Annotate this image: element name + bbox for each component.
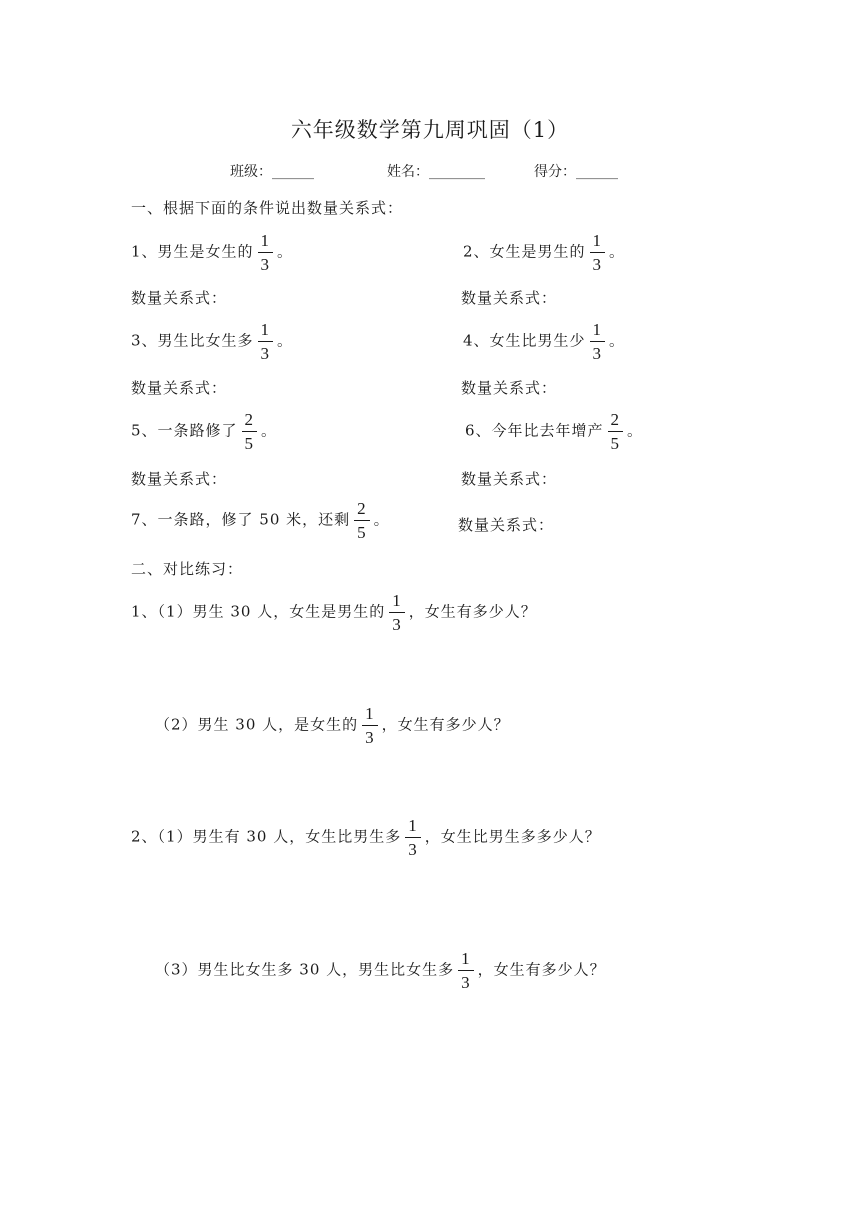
name-field: 姓名：________ xyxy=(387,164,485,180)
relation-label: 数量关系式： xyxy=(461,470,558,488)
fraction: $\frac{2}{5}$ xyxy=(242,411,258,452)
question-3: 3、男生比女生多 $\frac{1}{3}$ 。 xyxy=(131,320,294,363)
relation-label: 数量关系式： xyxy=(131,470,228,488)
fraction: $\frac{1}{3}$ xyxy=(258,321,274,362)
fraction: $\frac{2}{5}$ xyxy=(608,411,624,452)
question-2: 2、女生是男生的 $\frac{1}{3}$ 。 xyxy=(463,231,626,274)
relation-label: 数量关系式： xyxy=(461,289,558,307)
class-field: 班级：______ xyxy=(230,164,314,180)
question-7: 7、一条路，修了 50 米，还剩 $\frac{2}{5}$ 。 xyxy=(131,499,390,542)
question-5: 5、一条路修了 $\frac{2}{5}$ 。 xyxy=(131,410,278,453)
question-1: 1、男生是女生的 $\frac{1}{3}$ 。 xyxy=(131,231,294,274)
section2-heading: 二、对比练习： xyxy=(131,560,244,578)
page-title: 六年级数学第九周巩固（1） xyxy=(290,118,570,142)
fraction: $\frac{1}{3}$ xyxy=(258,232,274,273)
fraction: $\frac{1}{3}$ xyxy=(590,232,606,273)
fraction: $\frac{1}{3}$ xyxy=(590,321,606,362)
question-4: 4、女生比男生少 $\frac{1}{3}$ 。 xyxy=(463,320,626,363)
compare-question-2-1: 2、（1）男生有 30 人，女生比男生多 $\frac{1}{3}$ ，女生比男生多多少人？ xyxy=(131,816,601,859)
fraction: $\frac{2}{5}$ xyxy=(354,500,370,541)
compare-question-1-2: （2）男生 30 人，是女生的 $\frac{1}{3}$ ，女生有多少人？ xyxy=(155,704,510,747)
relation-label: 数量关系式： xyxy=(458,516,555,534)
score-field: 得分：______ xyxy=(534,164,618,180)
fraction: $\frac{1}{3}$ xyxy=(458,950,474,991)
section1-heading: 一、根据下面的条件说出数量关系式： xyxy=(131,199,404,217)
relation-label: 数量关系式： xyxy=(461,379,558,397)
relation-label: 数量关系式： xyxy=(131,379,228,397)
compare-question-2-3: （3）男生比女生多 30 人，男生比女生多 $\frac{1}{3}$ ，女生有多少人？ xyxy=(155,949,606,992)
relation-label: 数量关系式： xyxy=(131,289,228,307)
fraction: $\frac{1}{3}$ xyxy=(362,705,378,746)
fraction: $\frac{1}{3}$ xyxy=(405,817,421,858)
compare-question-1-1: 1、（1）男生 30 人，女生是男生的 $\frac{1}{3}$ ，女生有多少人？ xyxy=(131,591,537,634)
question-6: 6、今年比去年增产 $\frac{2}{5}$ 。 xyxy=(465,410,644,453)
fraction: $\frac{1}{3}$ xyxy=(389,592,405,633)
